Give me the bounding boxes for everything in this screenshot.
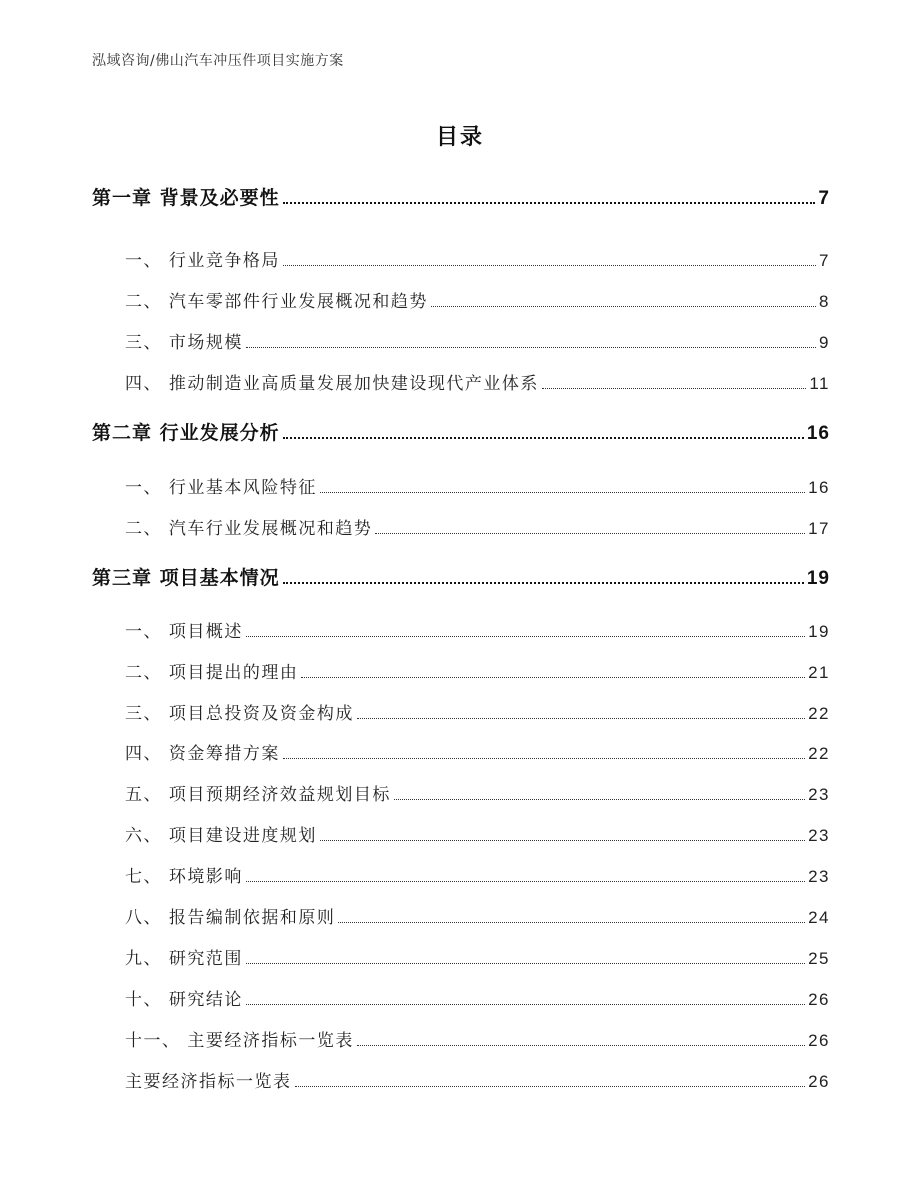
toc-page-number: 23: [808, 867, 830, 886]
toc-leader: [283, 437, 804, 439]
toc-leader: [320, 492, 805, 493]
toc-page-number: 16: [806, 423, 830, 444]
toc-section[interactable]: [125, 862, 830, 887]
toc-page-number: 19: [808, 622, 830, 641]
page-title: 目录: [435, 125, 484, 150]
toc-page-number: 19: [806, 568, 830, 589]
toc-label: 三、 市场规模: [125, 333, 243, 353]
toc-label: 一、 行业竞争格局: [125, 251, 280, 271]
toc-label: 二、 项目提出的理由: [125, 663, 299, 683]
toc-leader: [357, 1045, 805, 1046]
toc-page-number: 22: [808, 744, 830, 763]
toc-page-number: 8: [819, 292, 830, 311]
toc-label: 四、 资金筹措方案: [125, 744, 280, 764]
toc-label: 九、 研究范围: [125, 949, 243, 969]
toc-label: 五、 项目预期经济效益规划目标: [125, 785, 391, 805]
toc-page-number: 16: [808, 478, 830, 497]
toc-page-number: 24: [808, 908, 830, 927]
toc-page-number: 7: [818, 188, 830, 209]
toc-leader: [283, 582, 804, 584]
toc-leader: [283, 202, 816, 204]
toc-label: 主要经济指标一览表: [125, 1072, 292, 1092]
toc-label: 一、 项目概述: [125, 622, 243, 642]
toc-leader: [283, 758, 805, 759]
toc-leader: [246, 963, 805, 964]
toc-leader: [431, 306, 816, 307]
toc-section[interactable]: [125, 821, 830, 846]
toc-section[interactable]: [125, 699, 830, 724]
toc-chapter-1[interactable]: [92, 183, 830, 210]
toc-section[interactable]: [125, 514, 830, 539]
toc-page-number: 23: [808, 826, 830, 845]
toc-page-number: 23: [808, 785, 830, 804]
toc-label: 六、 项目建设进度规划: [125, 826, 317, 846]
toc-leader: [283, 265, 816, 266]
toc-section[interactable]: [125, 739, 830, 764]
page-header: 泓域咨询/佛山汽车冲压件项目实施方案: [92, 53, 344, 69]
toc-leader: [246, 1004, 805, 1005]
toc-page-number: 26: [808, 1072, 830, 1091]
toc-label: 一、 行业基本风险特征: [125, 478, 317, 498]
toc-section[interactable]: [125, 473, 830, 498]
toc-page-number: 26: [808, 1031, 830, 1050]
toc-leader: [295, 1086, 806, 1087]
toc-section[interactable]: [125, 617, 830, 642]
toc-label: 二、 汽车零部件行业发展概况和趋势: [125, 292, 428, 312]
toc-section[interactable]: [125, 1026, 830, 1051]
toc-page-number: 11: [809, 374, 830, 393]
toc-page-number: 22: [808, 704, 830, 723]
toc-label: 四、 推动制造业高质量发展加快建设现代产业体系: [125, 374, 539, 394]
toc-section[interactable]: [125, 287, 830, 312]
toc-leader: [338, 922, 805, 923]
toc-section[interactable]: [125, 944, 830, 969]
toc-label: 第一章 背景及必要性: [92, 187, 280, 209]
toc-page-number: 21: [808, 663, 830, 682]
toc-label: 三、 项目总投资及资金构成: [125, 704, 354, 724]
toc-label: 第二章 行业发展分析: [92, 422, 280, 444]
toc-section[interactable]: [125, 1067, 830, 1092]
toc-leader: [246, 347, 816, 348]
toc-leader: [375, 533, 805, 534]
toc-label: 七、 环境影响: [125, 867, 243, 887]
toc-label: 二、 汽车行业发展概况和趋势: [125, 519, 373, 539]
toc-leader: [320, 840, 805, 841]
toc-leader: [542, 388, 806, 389]
toc-page-number: 9: [819, 333, 830, 352]
toc-leader: [301, 677, 805, 678]
toc-leader: [357, 718, 805, 719]
toc-page-number: 26: [808, 990, 830, 1009]
toc-page-number: 25: [808, 949, 830, 968]
toc-section[interactable]: [125, 369, 830, 394]
toc-section[interactable]: [125, 246, 830, 271]
toc-section[interactable]: [125, 780, 830, 805]
toc-page-number: 17: [808, 519, 830, 538]
toc-section[interactable]: [125, 328, 830, 353]
toc-label: 八、 报告编制依据和原则: [125, 908, 336, 928]
toc-chapter-2[interactable]: [92, 418, 830, 445]
toc-leader: [246, 636, 805, 637]
toc-leader: [394, 799, 805, 800]
toc-section[interactable]: [125, 985, 830, 1010]
toc-label: 十、 研究结论: [125, 990, 243, 1010]
toc-section[interactable]: [125, 658, 830, 683]
toc-page-number: 7: [819, 251, 830, 270]
toc-chapter-3[interactable]: [92, 563, 830, 590]
toc-label: 十一、 主要经济指标一览表: [125, 1031, 354, 1051]
toc-leader: [246, 881, 805, 882]
toc-section[interactable]: [125, 903, 830, 928]
toc-label: 第三章 项目基本情况: [92, 567, 280, 589]
